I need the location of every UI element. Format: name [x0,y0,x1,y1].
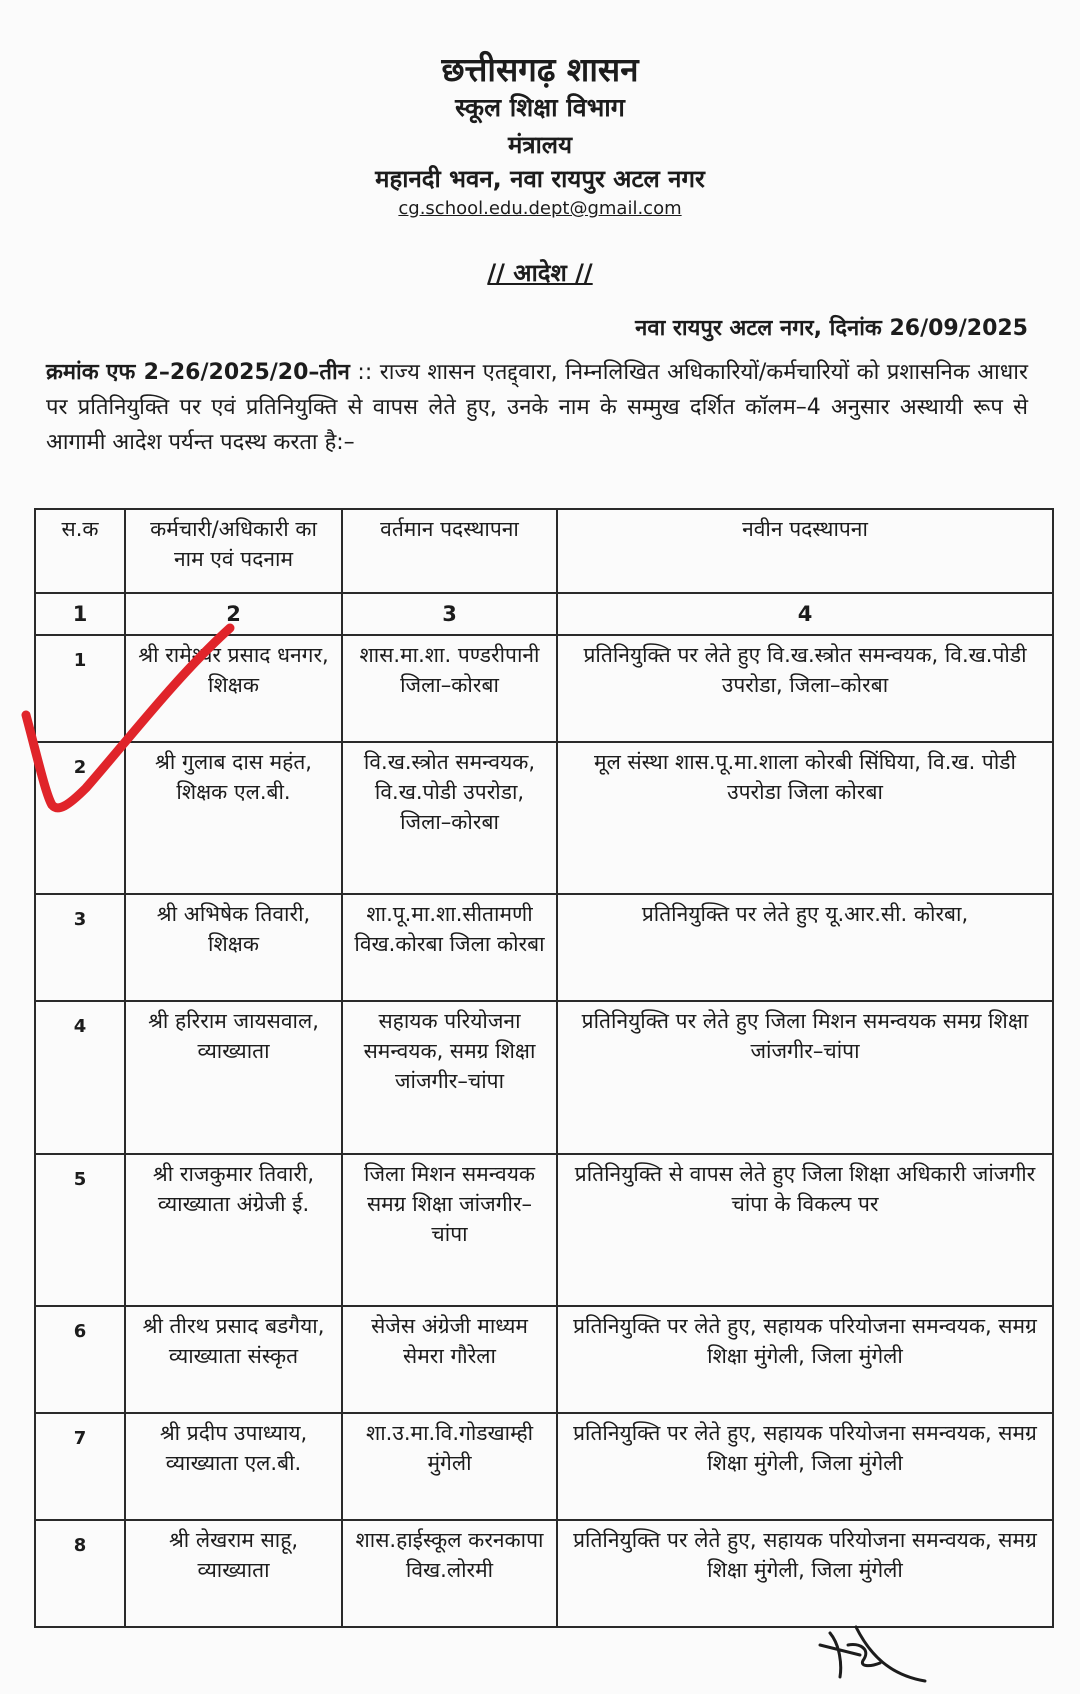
serial-number: 3 [35,894,125,1001]
table-row [35,1520,1053,1627]
new-posting: प्रतिनियुक्ति पर लेते हुए, सहायक परियोजना समन्वयक, समग्र शिक्षा मुंगेली, जिला मुंगेली [557,1413,1053,1520]
employee-name: श्री राजकुमार तिवारी, व्याख्याता अंग्रेजी ई. [125,1154,342,1307]
red-tick-mark-icon [18,620,248,890]
new-posting: प्रतिनियुक्ति पर लेते हुए, सहायक परियोजना समन्वयक, समग्र शिक्षा मुंगेली, जिला मुंगेली [557,1306,1053,1413]
current-posting: सहायक परियोजना समन्वयक, समग्र शिक्षा जांजगीर–चांपा [342,1001,557,1154]
signature-icon [800,1615,930,1685]
serial-number: 1 [35,635,125,742]
new-posting: प्रतिनियुक्ति पर लेते हुए, सहायक परियोजना समन्वयक, समग्र शिक्षा मुंगेली, जिला मुंगेली [557,1520,1053,1627]
header-current-posting: वर्तमान पदस्थापना [342,509,557,593]
new-posting: प्रतिनियुक्ति से वापस लेते हुए जिला शिक्षा अधिकारी जांजगीर चांपा के विकल्प पर [557,1154,1053,1307]
new-posting: प्रतिनियुक्ति पर लेते हुए जिला मिशन समन्वयक समग्र शिक्षा जांजगीर–चांपा [557,1001,1053,1154]
employee-name: श्री गुलाब दास महंत, शिक्षक एल.बी. [125,742,342,895]
column-number: 1 [35,593,125,635]
place-and-date: नवा रायपुर अटल नगर, दिनांक 26/09/2025 [635,316,1028,341]
current-posting: शास.हाईस्कूल करनकापा विख.लोरमी [342,1520,557,1627]
serial-number: 7 [35,1413,125,1520]
current-posting: शा.पू.मा.शा.सीतामणी विख.कोरबा जिला कोरबा [342,894,557,1001]
employee-name: श्री हरिराम जायसवाल, व्याख्याता [125,1001,342,1154]
serial-number: 8 [35,1520,125,1627]
table-row [35,1001,1053,1154]
government-title: छत्तीसगढ़ शासन [441,50,639,89]
office-address: महानदी भवन, नवा रायपुर अटल नगर [375,165,705,193]
serial-number: 5 [35,1154,125,1307]
current-posting: वि.ख.स्त्रोत समन्वयक, वि.ख.पोडी उपरोडा, जिला–कोरबा [342,742,557,895]
order-body: :: राज्य शासन एतद्द्वारा, निम्नलिखित अधिकारियों/कर्मचारियों को प्रशासनिक आधार पर प्रतिनियुक्ति पर एवं प्रतिनियुक्ति से वापस लेते हुए, उनके नाम के सम्मुख दर्शित कॉलम–4 अनुसार अस्थायी रूप से आगामी आदेश पर्यन्त पदस्थ करता है:– [46,360,1029,455]
employee-name: श्री रामेश्वर प्रसाद धनगर, शिक्षक [125,635,342,742]
header-new-posting: नवीन पदस्थापना [557,509,1053,593]
column-number: 2 [125,593,342,635]
serial-number: 4 [35,1001,125,1154]
serial-number: 6 [35,1306,125,1413]
current-posting: शा.उ.मा.वि.गोडखाम्ही मुंगेली [342,1413,557,1520]
header-name: कर्मचारी/अधिकारी का नाम एवं पदनाम [125,509,342,593]
column-number: 3 [342,593,557,635]
current-posting: शास.मा.शा. पण्डरीपानी जिला–कोरबा [342,635,557,742]
current-posting: सेजेस अंग्रेजी माध्यम सेमरा गौरेला [342,1306,557,1413]
table-row [35,1413,1053,1520]
order-paragraph [46,355,1028,460]
department-email: cg.school.edu.dept@gmail.com [398,198,682,219]
order-number: एफ 2–26/2025/20–तीन [106,360,350,385]
employee-name: श्री प्रदीप उपाध्याय, व्याख्याता एल.बी. [125,1413,342,1520]
new-posting: प्रतिनियुक्ति पर लेते हुए वि.ख.स्त्रोत समन्वयक, वि.ख.पोडी उपरोडा, जिला–कोरबा [557,635,1053,742]
header-serial: स.क [35,509,125,593]
table-row [35,1306,1053,1413]
table-header-row [35,509,1053,593]
column-number: 4 [557,593,1053,635]
order-heading: // आदेश // [487,259,593,287]
current-posting: जिला मिशन समन्वयक समग्र शिक्षा जांजगीर–चांपा [342,1154,557,1307]
employee-name: श्री अभिषेक तिवारी, शिक्षक [125,894,342,1001]
new-posting: मूल संस्था शास.पू.मा.शाला कोरबी सिंघिया, वि.ख. पोडी उपरोडा जिला कोरबा [557,742,1053,895]
table-row [35,894,1053,1001]
new-posting: प्रतिनियुक्ति पर लेते हुए यू.आर.सी. कोरबा, [557,894,1053,1001]
department-title: स्कूल शिक्षा विभाग [455,93,625,122]
employee-name: श्री लेखराम साहू, व्याख्याता [125,1520,342,1627]
order-number-label: क्रमांक [46,360,99,385]
employee-name: श्री तीरथ प्रसाद बडगैया, व्याख्याता संस्कृत [125,1306,342,1413]
office-title: मंत्रालय [507,131,572,159]
serial-number: 2 [35,742,125,895]
table-row [35,1154,1053,1307]
